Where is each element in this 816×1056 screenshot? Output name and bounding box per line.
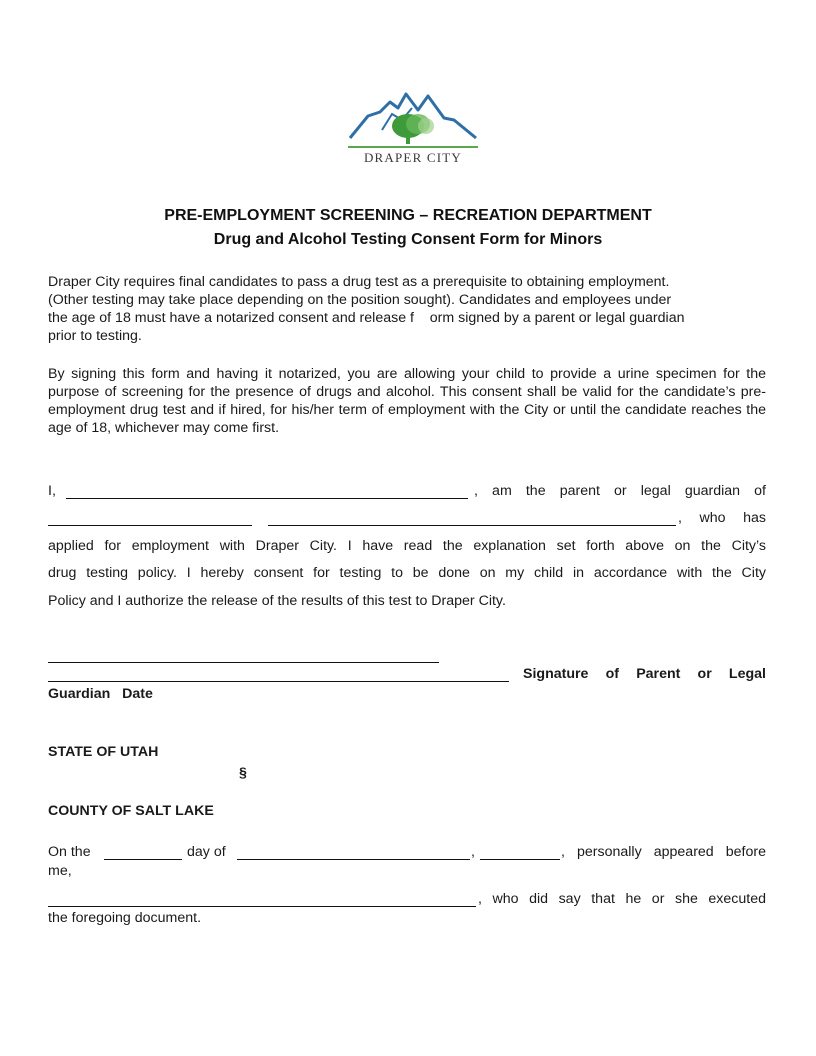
- logo-wordmark: DRAPER CITY: [363, 150, 463, 165]
- parent-name-field[interactable]: [66, 498, 468, 499]
- intro-paragraph-2: By signing this form and having it notarized, you are allowing your child to provide a urine specimen for the purpose of screening for the presence of drugs and alcohol. This consent shall be valid for the candidate’s pre-employment drug test and if hired, for his/her term of employment with the City or until the candidate reaches the age of 18, whichever may come first.: [48, 366, 766, 436]
- signature-label: Signature of Parent or Legal: [523, 666, 766, 682]
- signature-label-2: Guardian Date: [48, 686, 153, 702]
- consent-i-label: I,: [48, 483, 56, 499]
- consent-line-5: Policy and I authorize the release of the results of this test to Draper City.: [48, 593, 506, 609]
- signature-line[interactable]: [48, 662, 439, 663]
- intro-line: (Other testing may take place depending on the position sought). Candidates and employees under: [48, 292, 672, 308]
- child-last-name-field[interactable]: [268, 525, 676, 526]
- comma-label: ,: [471, 844, 475, 860]
- foregoing-label: the foregoing document.: [48, 910, 202, 926]
- consent-parent-text: , am the parent or legal guardian of: [474, 483, 766, 499]
- consent-who-has-text: , who has: [678, 510, 766, 526]
- year-field[interactable]: [480, 859, 560, 860]
- page-subtitle: Drug and Alcohol Testing Consent Form for Minors: [213, 231, 603, 248]
- date-line[interactable]: [48, 681, 509, 682]
- appearing-person-field[interactable]: [48, 906, 476, 907]
- mountain-tree-icon: [346, 90, 480, 150]
- intro-paragraph-1: [48, 273, 766, 345]
- section-symbol: §: [239, 765, 247, 781]
- day-field[interactable]: [104, 859, 182, 860]
- on-the-label: On the: [48, 844, 91, 860]
- county-heading: COUNTY OF SALT LAKE: [48, 803, 214, 819]
- me-label: me,: [48, 863, 72, 879]
- day-of-label: day of: [187, 844, 226, 860]
- intro-line: Draper City requires final candidates to pass a drug test as a prerequisite to obtaining employment.: [48, 274, 670, 290]
- draper-city-logo: [346, 90, 480, 166]
- page-title: PRE-EMPLOYMENT SCREENING – RECREATION DEPARTMENT: [164, 207, 652, 224]
- executed-label: , who did say that he or she executed: [478, 891, 766, 907]
- intro-line: prior to testing.: [48, 328, 142, 344]
- child-first-name-field[interactable]: [48, 525, 252, 526]
- intro-line: the age of 18 must have a notarized consent and release f orm signed by a parent or legal guardian: [48, 310, 685, 326]
- consent-line-4: drug testing policy. I hereby consent for testing to be done on my child in accordance with the City: [48, 565, 766, 581]
- month-field[interactable]: [237, 859, 470, 860]
- consent-line-3: applied for employment with Draper City. I have read the explanation set forth above on the City’s: [48, 538, 766, 554]
- appeared-label: , personally appeared before: [561, 844, 766, 860]
- state-heading: STATE OF UTAH: [48, 744, 159, 760]
